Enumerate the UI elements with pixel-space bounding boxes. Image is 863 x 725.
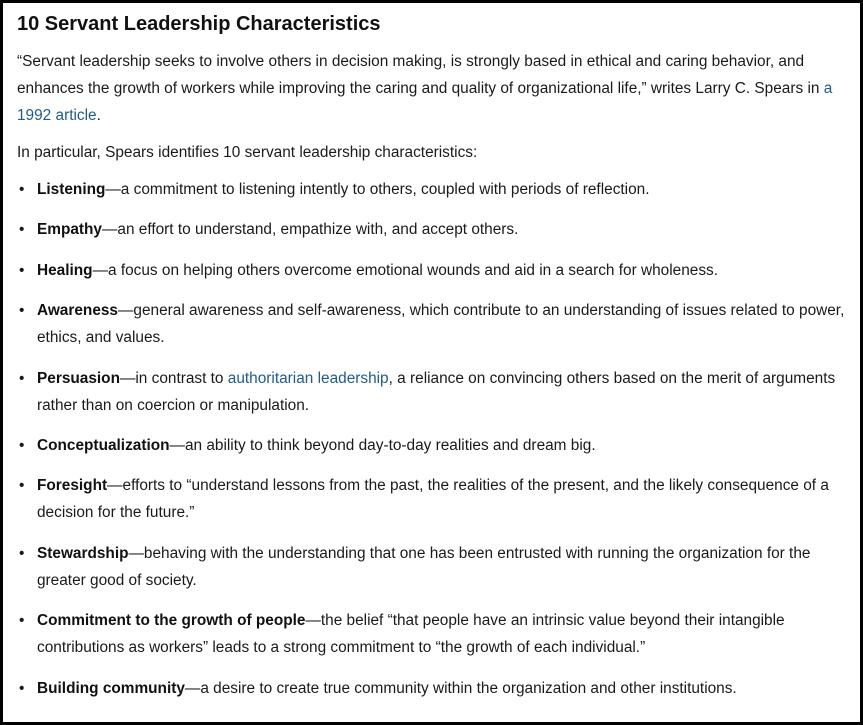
desc-stewardship: —behaving with the understanding that one has been entrusted with running the organization for the greater good of society.: [37, 544, 811, 589]
characteristics-list: [17, 176, 848, 702]
term-persuasion: Persuasion: [37, 369, 120, 387]
term-listening: Listening: [37, 181, 106, 198]
term-empathy: Empathy: [37, 221, 102, 239]
desc-conceptualization: —an ability to think beyond day-to-day realities and dream big.: [169, 436, 596, 454]
bullet-icon: •: [19, 369, 25, 387]
desc-persuasion: —in contrast to: [119, 369, 228, 387]
intro-text: “Servant leadership seeks to involve others in decision making, is strongly based in ethical and caring behavior, and enhances the growth of workers while improving the caring and quality of organizational life,” writes Larry C. Spears in: [17, 53, 824, 97]
authoritarian-leadership-link[interactable]: authoritarian leadership: [227, 369, 389, 387]
list-item-healing: [17, 257, 848, 284]
bullet-icon: •: [19, 181, 25, 198]
desc-awareness: —general awareness and self-awareness, which contribute to an understanding of issues related to power, ethics, and values.: [37, 302, 845, 347]
list-item-persuasion: [17, 365, 848, 419]
list-item-empathy: [17, 216, 848, 243]
term-awareness: Awareness: [37, 302, 118, 320]
bullet-icon: •: [19, 261, 25, 279]
list-item-growth-of-people: [17, 607, 848, 661]
desc-healing: —a focus on helping others overcome emotional wounds and aid in a search for wholeness.: [92, 261, 718, 279]
bullet-icon: •: [19, 221, 25, 239]
section-heading: 10 Servant Leadership Characteristics: [17, 13, 381, 35]
term-healing: Healing: [37, 261, 93, 279]
intro-paragraph: [17, 48, 848, 129]
bullet-icon: •: [19, 436, 25, 454]
bullet-icon: •: [19, 544, 25, 562]
desc-building-community: —a desire to create true community within the organization and other institutions.: [184, 679, 737, 697]
bullet-icon: •: [19, 679, 25, 697]
desc-listening: —a commitment to listening intently to others, coupled with periods of reflection.: [105, 181, 650, 198]
list-item-building-community: [17, 675, 848, 702]
bullet-icon: •: [19, 612, 25, 630]
list-item-awareness: [17, 297, 848, 351]
desc-growth-of-people: —the belief “that people have an intrinsic value beyond their intangible contributions as workers” leads to a strong commitment to “the growth of each individual.”: [37, 612, 785, 657]
term-foresight: Foresight: [37, 477, 108, 495]
lead-in-paragraph: In particular, Spears identifies 10 servant leadership characteristics:: [17, 144, 478, 161]
list-item-conceptualization: [17, 432, 848, 459]
term-conceptualization: Conceptualization: [37, 436, 170, 454]
list-item-listening: [17, 176, 848, 203]
term-growth-of-people: Commitment to the growth of people: [37, 612, 306, 630]
term-stewardship: Stewardship: [37, 544, 129, 562]
article-1992-link[interactable]: a 1992 article: [17, 80, 833, 124]
bullet-icon: •: [19, 477, 25, 495]
term-building-community: Building community: [37, 679, 185, 697]
bullet-icon: •: [19, 302, 25, 320]
desc-foresight: —efforts to “understand lessons from the past, the realities of the present, and the likely consequence of a decision for the future.”: [37, 477, 829, 522]
list-item-stewardship: [17, 540, 848, 594]
desc-persuasion-end: , a reliance on convincing others based on the merit of arguments rather than on coercion or manipulation.: [37, 369, 836, 414]
desc-empathy: —an effort to understand, empathize with, and accept others.: [102, 221, 519, 239]
list-item-foresight: [17, 472, 848, 526]
intro-text-end: .: [96, 107, 101, 124]
